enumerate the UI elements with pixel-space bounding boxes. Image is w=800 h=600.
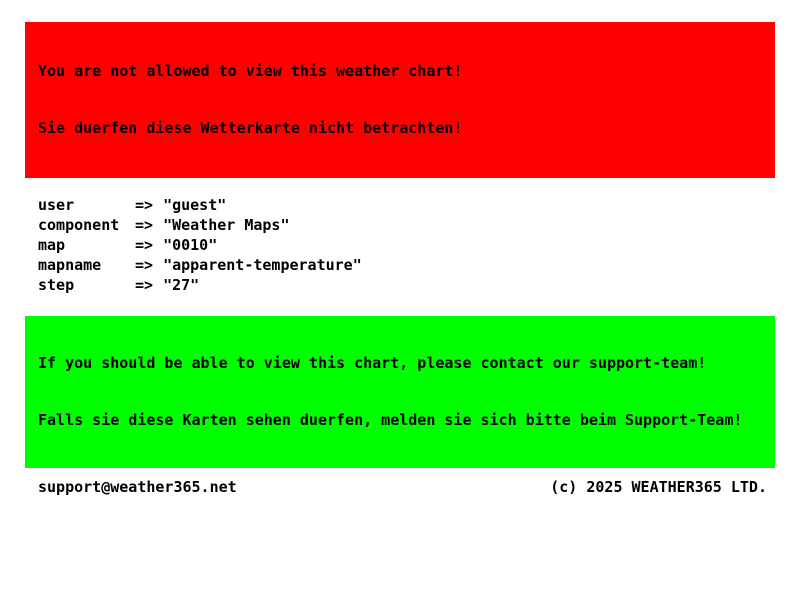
detail-arrow: => — [135, 236, 154, 254]
support-line-english: If you should be able to view this chart, please contact our support-team! — [38, 354, 707, 372]
detail-row-mapname — [38, 255, 775, 275]
detail-arrow: => — [135, 256, 154, 274]
detail-arrow: => — [135, 276, 154, 294]
detail-row-map — [38, 235, 775, 255]
detail-value: "27" — [163, 276, 200, 294]
support-email: support@weather365.net — [38, 478, 237, 496]
copyright-notice: (c) 2025 WEATHER365 LTD. — [550, 478, 767, 496]
detail-row-component — [38, 215, 775, 235]
detail-key: component — [38, 216, 120, 234]
detail-value: "apparent-temperature" — [163, 256, 362, 274]
detail-value: "guest" — [163, 196, 227, 214]
detail-arrow: => — [135, 216, 154, 234]
detail-value: "Weather Maps" — [163, 216, 290, 234]
error-line-english: You are not allowed to view this weather chart! — [38, 62, 463, 80]
detail-arrow: => — [135, 196, 154, 214]
detail-value: "0010" — [163, 236, 218, 254]
error-banner — [25, 22, 775, 178]
detail-key: user — [38, 196, 75, 214]
request-details-list — [38, 195, 775, 295]
footer — [25, 477, 775, 497]
support-line-german: Falls sie diese Karten sehen duerfen, melden sie sich bitte beim Support-Team! — [38, 411, 743, 429]
detail-row-user — [38, 195, 775, 215]
support-info-banner — [25, 316, 775, 468]
detail-key: map — [38, 236, 66, 254]
detail-key: mapname — [38, 256, 102, 274]
detail-row-step — [38, 275, 775, 295]
error-line-german: Sie duerfen diese Wetterkarte nicht betrachten! — [38, 119, 463, 137]
detail-key: step — [38, 276, 75, 294]
